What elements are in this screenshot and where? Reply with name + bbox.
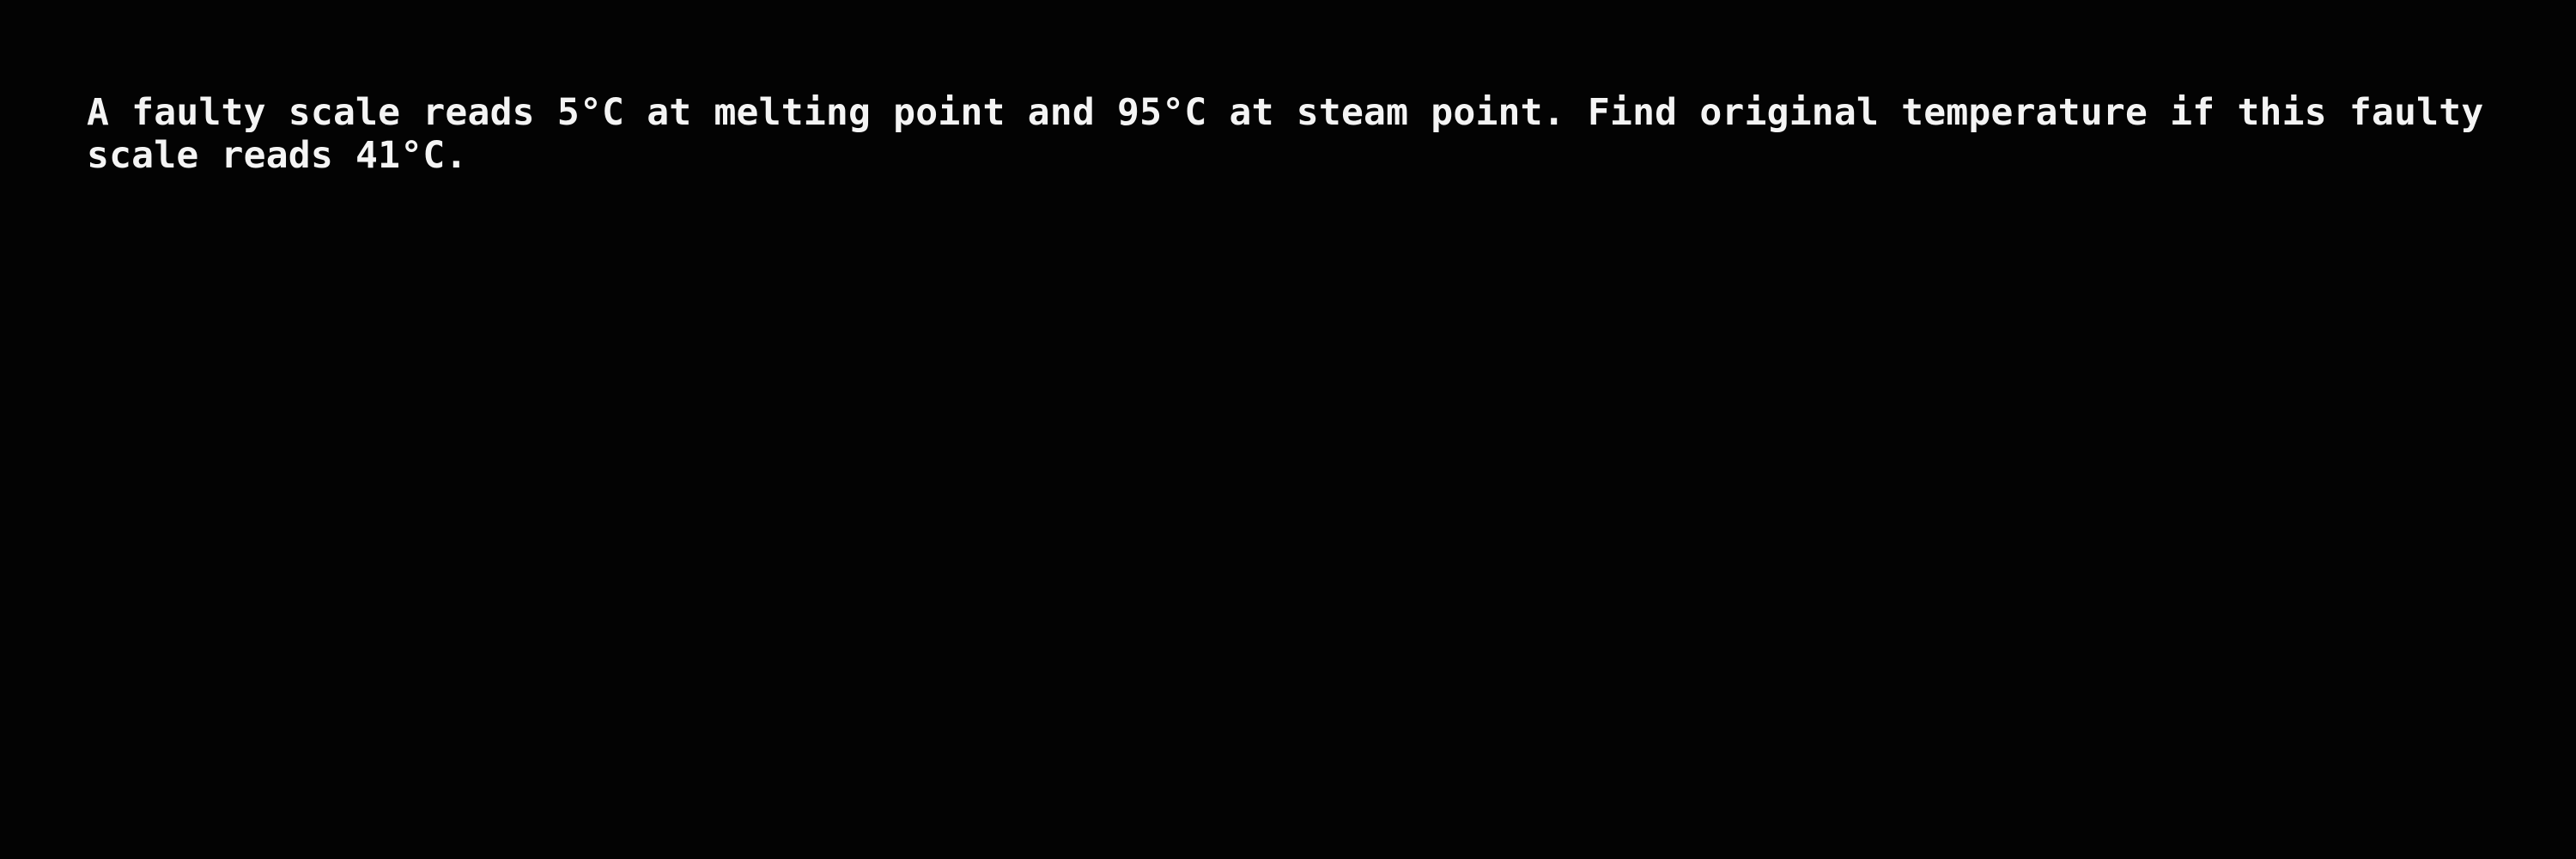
- question-text: A faulty scale reads 5°C at melting point and 95°C at steam point. Find original temperature if this faulty scale reads 41°C.: [87, 91, 2506, 177]
